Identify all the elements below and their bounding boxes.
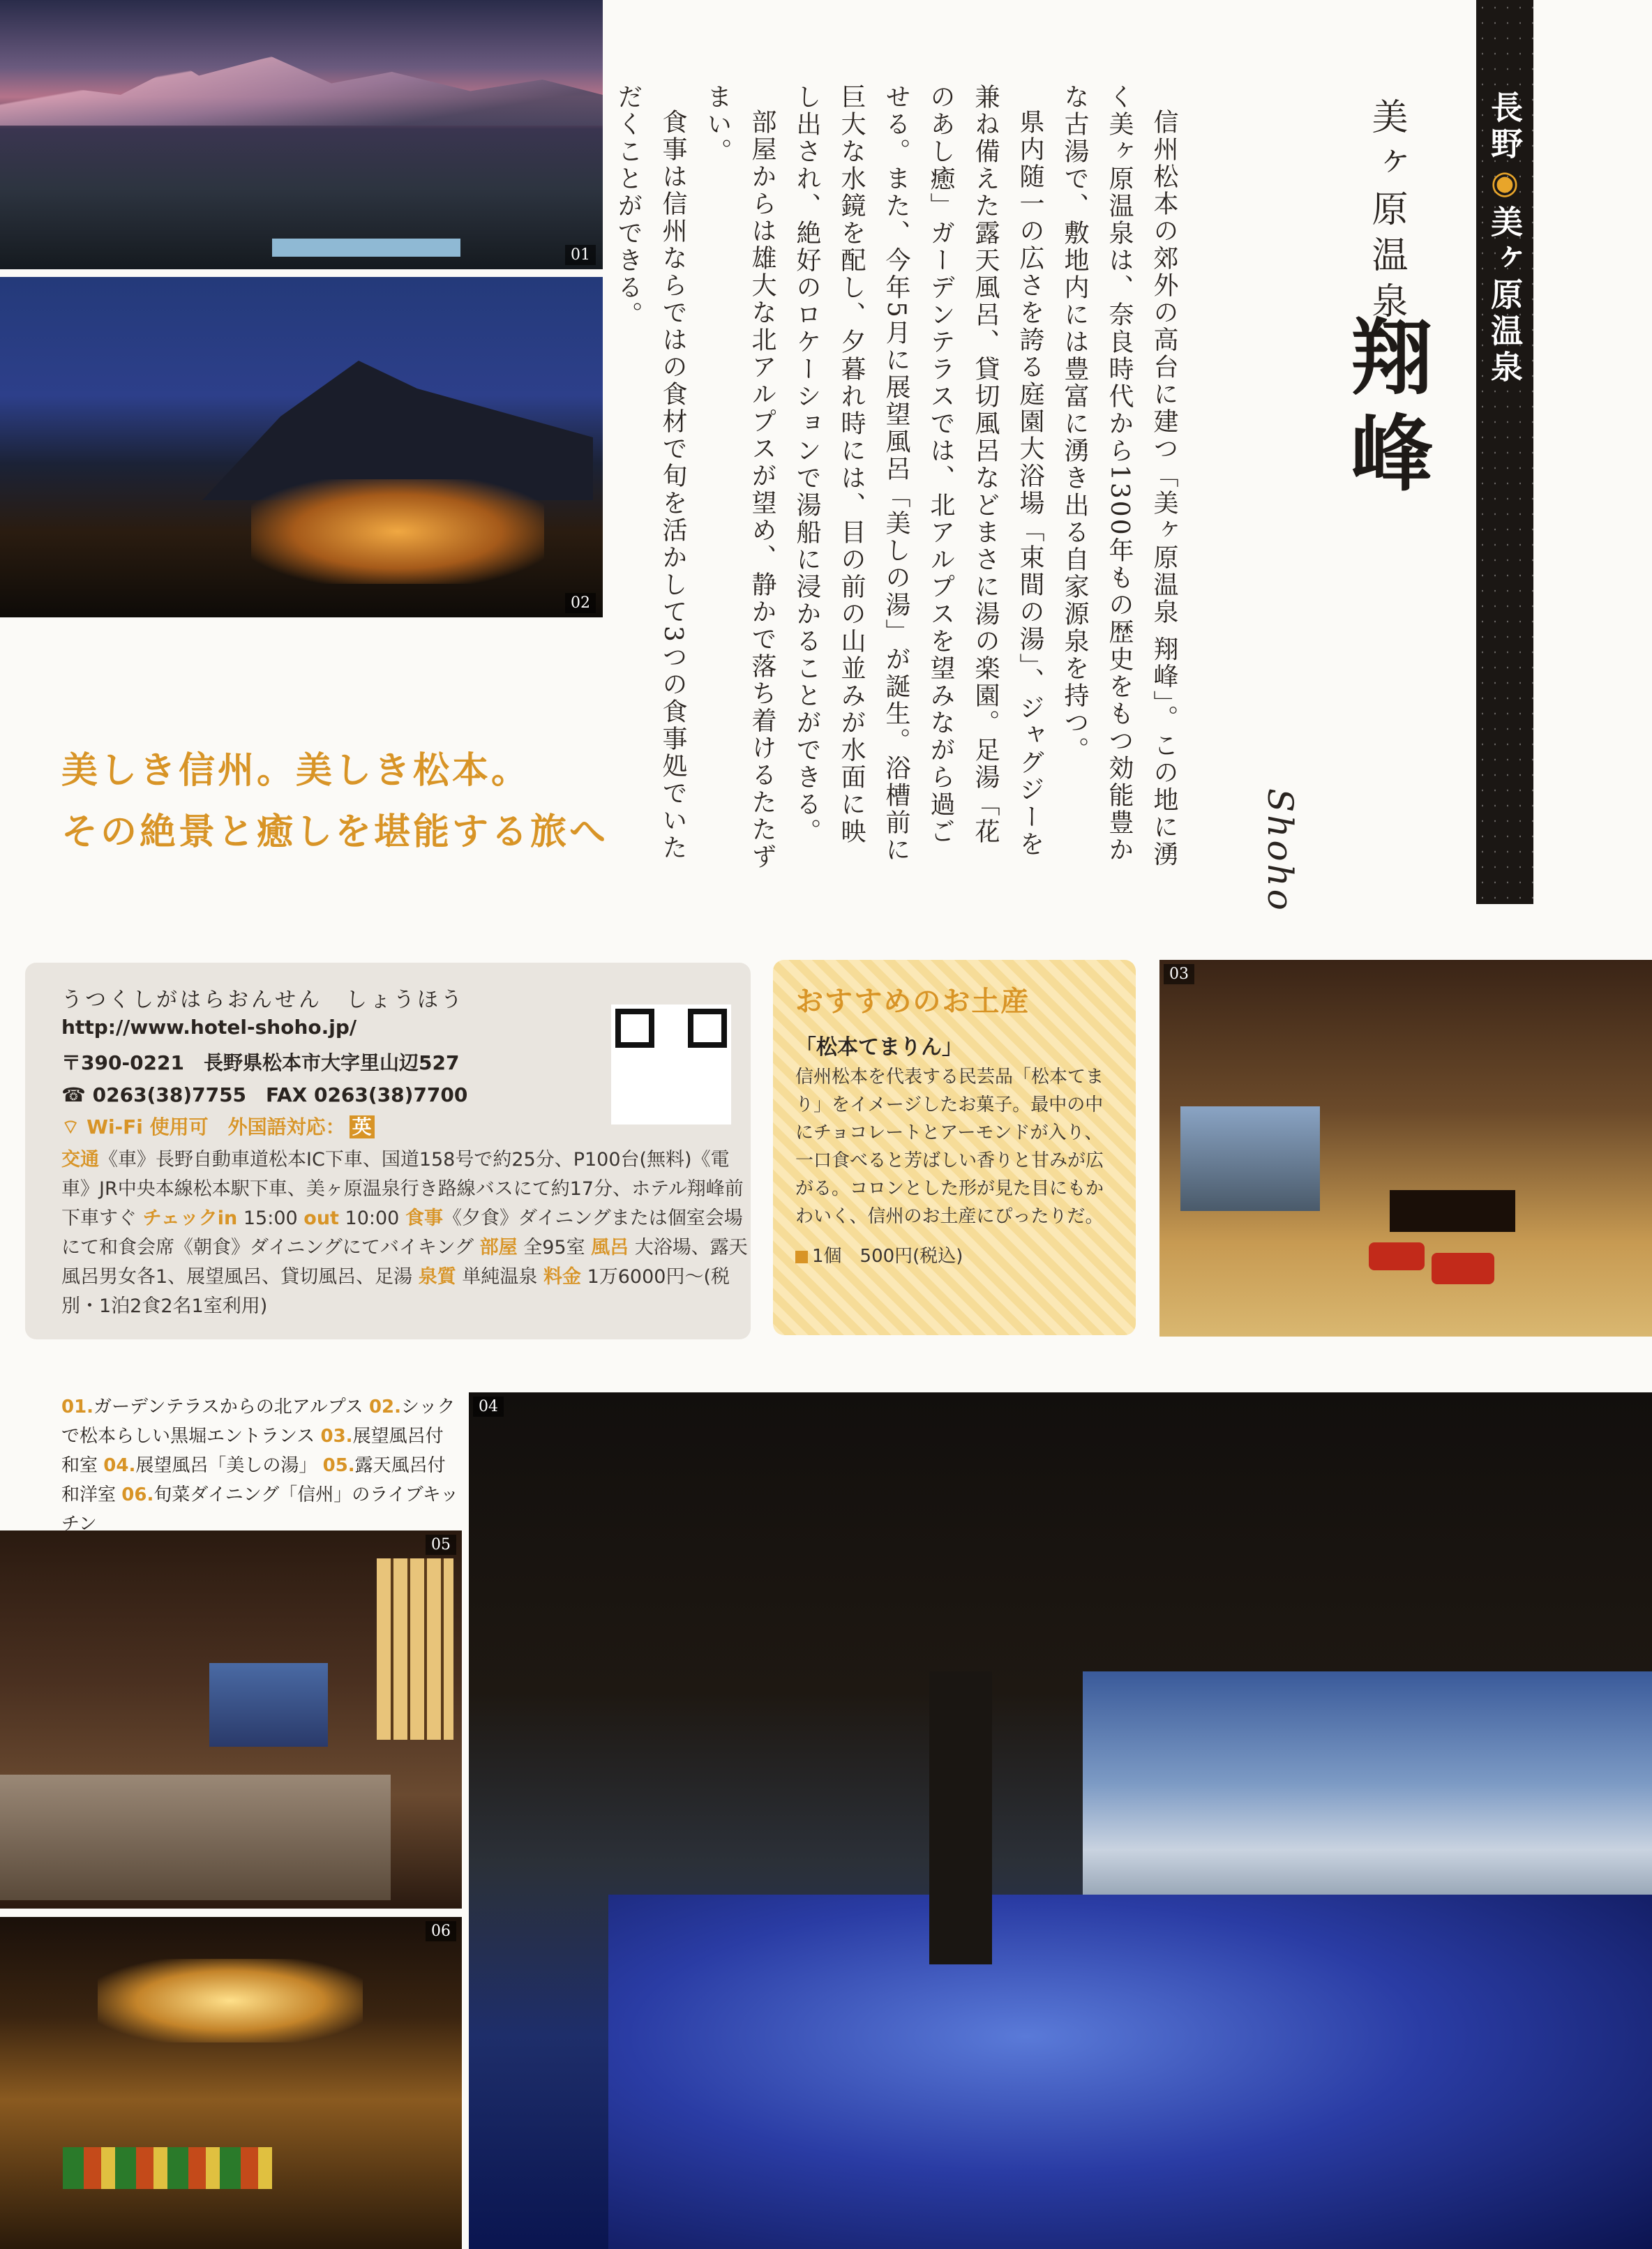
hotel-title: 翔峰 (1337, 314, 1434, 506)
souvenir-box (773, 960, 1136, 1335)
bath-label: 風呂 (591, 1237, 629, 1258)
photo-number: 06 (426, 1921, 456, 1941)
meal-label: 食事 (405, 1208, 443, 1229)
language-badge: 英 (350, 1115, 375, 1138)
room-window (209, 1663, 328, 1747)
caption-text: 旬菜ダイニング「信州」のライブキッチン (61, 1484, 459, 1535)
red-cushion (1369, 1242, 1425, 1270)
hotel-info-box (25, 963, 751, 1339)
body-paragraph: 県内随一の広さを誇る庭園大浴場「束間の湯」、ジャグジーを兼ね備えた露天風呂、貸切風呂などまさに湯の楽園。足湯「花のあし癒」ガーデンテラスでは、北アルプスを望みながら過ごせる。また、今年5月に展望風呂「美しの湯」が誕生。浴槽前に巨大な水鏡を配し、夕暮れ時には、目の前の山並みが水面に映し出され、絶好のロケーションで湯船に浸かることができる。 (793, 84, 1044, 864)
kitchen-light (98, 1959, 363, 2043)
wifi-info: ⌔ Wi-Fi 使用可 外国語対応： 英 (61, 1112, 375, 1140)
photo-captions (61, 1392, 459, 1539)
qr-code-icon[interactable] (611, 1005, 731, 1124)
shoji-screen (377, 1558, 453, 1740)
caption-number: 05. (322, 1455, 355, 1476)
body-paragraph: 食事は信州ならではの食材で旬を活かして3つの食事処でいただくことができる。 (614, 84, 687, 862)
tagline-1: 美しき信州。美しき松本。 (61, 750, 531, 792)
rooms-label: 部屋 (479, 1237, 518, 1258)
photo-number: 03 (1164, 964, 1194, 984)
caption-number: 01. (61, 1397, 94, 1417)
spring-text: 単純温泉 (462, 1266, 538, 1288)
photo-western-room (0, 1530, 462, 1909)
checkin-time: 15:00 (243, 1208, 298, 1229)
meal-text: 《夕食》ダイニングまたは個室会場にて和食会席《朝食》ダイニングにてバイキング (61, 1208, 743, 1258)
room-table (1390, 1190, 1515, 1232)
checkout-label: out (303, 1208, 339, 1229)
entrance-light (251, 479, 544, 584)
photo-view-bath (469, 1392, 1652, 2249)
caption-text: 展望風呂付和室 (61, 1426, 444, 1476)
photo-north-alps (0, 0, 603, 269)
photo-number: 02 (565, 593, 596, 613)
body-paragraph: 信州松本の郊外の高台に建つ「美ヶ原温泉 翔峰」。この地に湧く美ヶ原温泉は、奈良時代から1300年もの歴史をもつ効能豊かな古湯で、敷地内には豊富に湧き出る自家源泉を持つ。 (1060, 84, 1178, 868)
checkin-label: チェックin (142, 1208, 238, 1229)
price-label: 料金 (543, 1266, 581, 1288)
hotel-romaji: Shoho (1260, 788, 1300, 913)
hotel-reading: うつくしがはらおんせん しょうほう (61, 988, 465, 1012)
red-cushion (1432, 1253, 1494, 1284)
photo-entrance (0, 277, 603, 617)
hotel-details (61, 1145, 752, 1321)
caption-text: ガーデンテラスからの北アルプス (93, 1397, 369, 1417)
caption-number: 06. (121, 1484, 154, 1505)
bath-pillar (929, 1671, 992, 1964)
photo-number: 04 (473, 1397, 504, 1417)
dot-icon: ◉ (1486, 163, 1524, 205)
tagline-2: その絶景と癒しを堪能する旅へ (61, 811, 609, 853)
souvenir-name: 「松本てまりん」 (795, 1035, 963, 1060)
caption-text: 露天風呂付和洋室 (61, 1455, 446, 1505)
hotel-phone: ☎ 0263(38)7755 FAX 0263(38)7700 (61, 1083, 468, 1106)
caption-text: 展望風呂「美しの湯」 (135, 1455, 317, 1476)
spring-label: 泉質 (418, 1266, 456, 1288)
room-window (1180, 1106, 1320, 1211)
hotel-address: 〒390-0221 長野県松本市大字里山辺527 (61, 1051, 460, 1074)
caption-number: 03. (320, 1426, 353, 1447)
souvenir-description: 信州松本を代表する民芸品「松本てまり」をイメージしたお菓子。最中の中にチョコレートとアーモンドが入り、一口食べると芳ばしい香りと甘みが広がる。コロンとした形が見た目にもかわいく、信州のお土産にぴったりだ。 (795, 1067, 1104, 1227)
caption-number: 02. (368, 1397, 402, 1417)
photo-number: 05 (426, 1535, 456, 1555)
article-body (614, 84, 1186, 872)
souvenir-price: 1個 500円(税込) (795, 1242, 963, 1268)
photo-japanese-room (1159, 960, 1652, 1337)
evening-sky (1083, 1671, 1652, 1895)
body-paragraph: 部屋からは雄大な北アルプスが望め、静かで落ち着けるたたずまい。 (703, 84, 776, 871)
kitchen-vegetables (63, 2147, 272, 2189)
rooms-text: 全95室 (523, 1237, 585, 1258)
bath-text: 大浴場、露天風呂男女各1、展望風呂、貸切風呂、足湯 (61, 1237, 748, 1288)
photo-number: 01 (565, 245, 596, 265)
region-label: 長野◉美ヶ原温泉 (1486, 91, 1524, 386)
mountain-silhouette (0, 49, 603, 126)
bath-water (608, 1895, 1652, 2249)
photo-live-kitchen (0, 1917, 462, 2249)
access-text: 《車》長野自動車道松本IC下車、国道158号で約25分、P100台(無料)《電車》JR中央本線松本駅下車、美ヶ原温泉行き路線バスにて約17分、ホテル翔峰前下車すぐ (61, 1149, 744, 1229)
checkout-time: 10:00 (345, 1208, 400, 1229)
price-text: 1万6000円〜(税別・1泊2食2名1室利用) (61, 1266, 730, 1317)
garden-pool (272, 239, 460, 257)
souvenir-heading: おすすめのお土産 (795, 986, 1030, 1018)
wifi-icon: ⌔ (61, 1115, 87, 1138)
room-bed (0, 1775, 391, 1900)
access-label: 交通 (61, 1149, 99, 1171)
hotel-subtitle: 美ヶ原温泉 (1365, 98, 1407, 328)
caption-text: シックで松本らしい黒堀エントランス (61, 1397, 456, 1447)
hotel-url[interactable]: http://www.hotel-shoho.jp/ (61, 1016, 357, 1039)
caption-number: 04. (103, 1455, 136, 1476)
